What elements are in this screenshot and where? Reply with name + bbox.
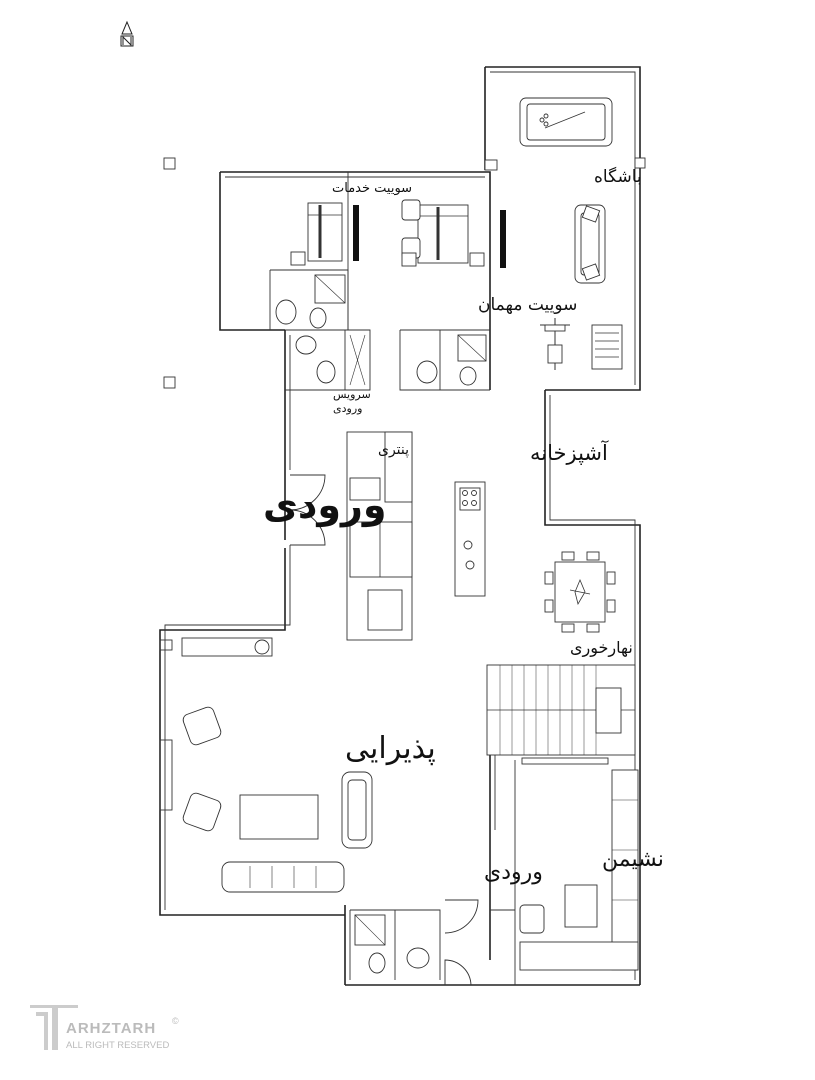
north-arrow-icon xyxy=(121,22,133,46)
coffee-table xyxy=(240,795,318,839)
label-entrance-wc: سرویس xyxy=(333,388,371,401)
label-main-entrance: ورودی xyxy=(263,483,387,527)
label-entrance-wc-sub: ورودی xyxy=(333,402,363,415)
kitchen-island xyxy=(455,482,485,596)
gym-equipment xyxy=(540,318,570,370)
label-kitchen: آشپزخانه xyxy=(530,441,608,465)
dining-table xyxy=(545,552,615,632)
treadmill xyxy=(592,325,622,369)
coffee-table xyxy=(565,885,597,927)
lower-wc xyxy=(355,915,429,973)
side-entrance-door xyxy=(445,900,478,985)
plant xyxy=(255,640,269,654)
side-table xyxy=(522,758,608,764)
sofa xyxy=(222,862,344,892)
label-side-entrance: ورودی xyxy=(484,860,543,885)
service-bed xyxy=(291,203,342,265)
guest-bed xyxy=(402,200,484,266)
label-billiard-club: باشگاه xyxy=(594,167,642,187)
label-living: نشیمن xyxy=(602,847,664,872)
entrance-wc xyxy=(296,335,365,385)
billiard-table xyxy=(520,98,612,146)
column-marker xyxy=(164,377,175,388)
logo-tagline: ALL RIGHT RESERVED xyxy=(66,1040,170,1051)
guest-wc xyxy=(417,335,486,385)
label-pantry: پنتری xyxy=(378,442,410,458)
sofa xyxy=(575,205,605,283)
label-service-suite: سوییت خدمات xyxy=(332,181,413,196)
armchair xyxy=(181,705,222,832)
pantry-counters xyxy=(347,432,412,640)
tarhztarh-logo xyxy=(30,1005,179,1051)
label-dining: نهارخوری xyxy=(570,638,633,657)
armchair xyxy=(520,905,544,933)
sofa xyxy=(342,772,372,848)
label-reception: پذیرایی xyxy=(345,731,436,766)
logo-brand: ARHZTARH xyxy=(66,1020,157,1037)
service-wc xyxy=(276,275,345,328)
tv-unit xyxy=(353,205,359,261)
staircase xyxy=(487,665,635,755)
label-guest-suite: سوییت مهمان xyxy=(478,295,578,315)
column-marker xyxy=(164,158,175,169)
logo-mark: © xyxy=(172,1016,179,1026)
tv-unit xyxy=(500,210,506,268)
